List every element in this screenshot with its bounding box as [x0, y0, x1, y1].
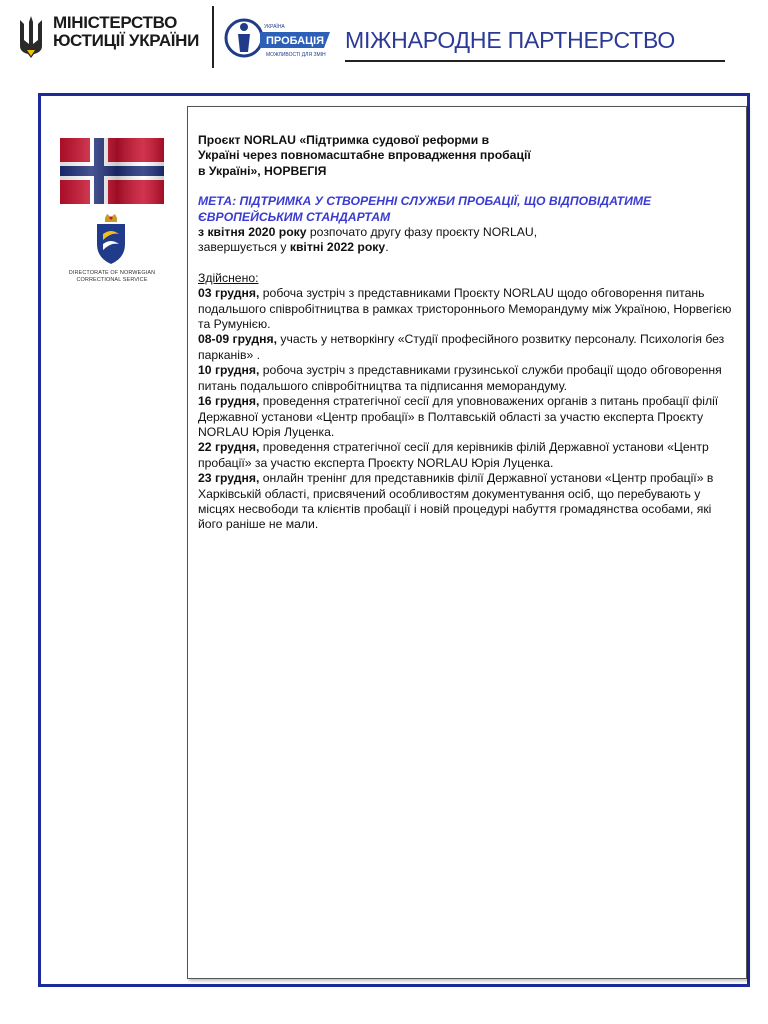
event-date: 23 грудня,: [198, 471, 260, 486]
event-date: 03 грудня,: [198, 286, 260, 301]
project-title-line-3: в Україні», НОРВЕГІЯ: [198, 163, 327, 178]
probation-logo-icon: [224, 14, 336, 62]
main-text: [198, 133, 738, 533]
list-item: [198, 471, 738, 533]
section-title: МІЖНАРОДНЕ ПАРТНЕРСТВО: [345, 27, 676, 53]
project-title: [198, 133, 738, 179]
directorate-line-1: DIRECTORATE OF NORWEGIAN: [68, 270, 156, 276]
ukraine-trident-icon: [16, 14, 46, 58]
event-text: робоча зустріч з представниками Проєкту NORLAU щодо обговорення питань подальшого співробітництва в рамках тристороннього Меморандуму між Україною, Норвегією та Румунією.: [198, 286, 732, 332]
event-date: 10 грудня,: [198, 363, 260, 378]
event-date: 08-09 грудня,: [198, 332, 277, 347]
event-text: участь у нетворкінгу «Студії професійного розвитку персоналу. Психологія без парканів» .: [198, 332, 725, 362]
phase-text-3: .: [385, 240, 389, 255]
events-list: [198, 286, 738, 533]
event-text: онлайн тренінг для представників філії Державної установи «Центр пробації» в Харківській області, присвячений особливостям документування осіб, що перебувають у місцях несвободи та клієнтів пробації і новій процедурі набуття громадянства особами, які його раніше не мали.: [198, 471, 714, 532]
section-title-underline: [345, 60, 725, 62]
project-goal: МЕТА: ПІДТРИМКА У СТВОРЕННІ СЛУЖБИ ПРОБАЦІЇ, ЩО ВІДПОВІДАТИМЕ ЄВРОПЕЙСЬКИМ СТАНДАРТАМ: [198, 194, 652, 224]
phase-start-date: з квітня 2020 року: [198, 225, 307, 240]
phase-end-date: квітні 2022 року: [289, 240, 386, 255]
project-phase: [198, 225, 738, 256]
project-title-line-2: Україні через повномасштабне впровадження пробації: [198, 148, 531, 163]
list-item: [198, 363, 738, 394]
page-header: [0, 0, 768, 80]
event-date: 16 грудня,: [198, 394, 260, 409]
event-text: робоча зустріч з представниками грузинської служби пробації щодо обговорення питань подальшого співробітництва та підписання меморандуму.: [198, 363, 722, 393]
event-date: 22 грудня,: [198, 440, 260, 455]
project-title-line-1: Проєкт NORLAU «Підтримка судової реформи в: [198, 133, 490, 147]
event-text: проведення стратегічної сесії для уповноважених органів з питань пробації філії Державної установи «Центр пробації» в Полтавській області за участю експерта Проєкту NORLAU Юрія Луценка.: [198, 394, 719, 439]
directorate-line-2: CORRECTIONAL SERVICE: [76, 277, 148, 283]
probation-logo-country: УКРАЇНА: [264, 24, 285, 30]
probation-logo-word: ПРОБАЦІЯ: [266, 35, 325, 47]
phase-text-1: розпочато другу фазу проєкту NORLAU,: [306, 225, 538, 240]
header-divider: [212, 6, 214, 68]
phase-text-2: завершується у: [198, 240, 290, 255]
probation-logo-slogan: МОЖЛИВОСТІ ДЛЯ ЗМІН: [266, 52, 326, 58]
list-item: [198, 440, 738, 471]
list-item: [198, 394, 738, 440]
list-item: [198, 286, 738, 332]
directorate-caption: [56, 270, 168, 284]
list-item: [198, 332, 738, 363]
ministry-line-1: МІНІСТЕРСТВО: [53, 13, 178, 32]
ministry-title: [53, 14, 199, 50]
event-text: проведення стратегічної сесії для керівників філій Державної установи «Центр пробації» за участю експерта Проєкту NORLAU Юрія Луценка.: [198, 440, 709, 470]
correctional-service-emblem-icon: [93, 212, 129, 268]
norway-flag-icon: [60, 138, 164, 204]
done-label: Здійснено:: [198, 270, 259, 285]
ministry-line-2: ЮСТИЦІЇ УКРАЇНИ: [53, 31, 200, 50]
